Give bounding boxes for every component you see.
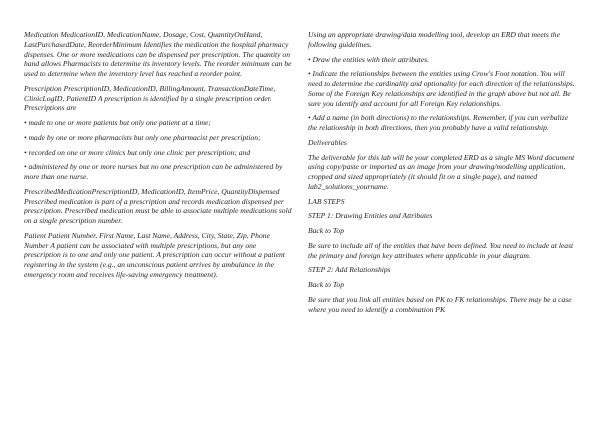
step1-heading: STEP 1: Drawing Entities and Attributes [308, 211, 433, 221]
guideline-relationships: • Indicate the relationships between the entities using Crow's Foot notation. You will need to determine the cardinality and optionality for each direction of the relationships. Some of the Foreign Key relationships are identified in the graph above but not all. Be sure you identify and account for all Foreign Key relationships. [308, 69, 575, 108]
step2-heading: STEP 2: Add Relationships [308, 265, 391, 275]
lab-steps-heading: LAB STEPS [308, 196, 345, 206]
left-column [24, 30, 292, 285]
prescribed-medication-paragraph: PrescribedMedicationPrescriptionID, MedicationID, ItemPrice, QuantityDispensed Prescribed medication is part of a prescription and records medication dispensed per prescription. Prescribed medication must be able to associate multiple medications sold on a single prescription number. [24, 186, 292, 225]
prescription-rule-clinic: • recorded on one or more clinics but only one clinic per prescription; and [24, 147, 251, 157]
back-to-top-link-1[interactable]: Back to Top [308, 226, 344, 235]
patient-paragraph: Patient Patient Number, First Name, Last Name, Address, City, State, Zip, Phone Number A patient can be associated with multiple prescriptions, but any one prescription is to one and only one patient. A prescription can occur without a patient registering in the system (e.g., an unconscious patient arrives by ambulance in the emergency room and receives life-saving emergency treatment). [24, 230, 285, 279]
medication-paragraph: Medication MedicationID, MedicationName, Dosage, Cost, QuantityOnHand, LastPurchasedDate, ReorderMinimum Identifies the medication the hospital pharmacy dispenses. One or more medications can be dispensed per prescription. The quantity on hand allows Pharmacists to determine its inventory levels. The reorder minimum can be used to determine when the inventory level has reached a reorder point. [24, 30, 292, 78]
step1-paragraph: Be sure to include all of the entities that have been defined. You need to include at least the primary and foreign key attributes where applicable in your diagram. [308, 240, 574, 260]
back-to-top-link-2[interactable]: Back to Top [308, 280, 344, 289]
prescription-rule-pharmacist: • made by one or more pharmacists but only one pharmacist per prescription; [24, 132, 261, 142]
guideline-names: • Add a name (in both directions) to the relationships. Remember, if you can verbalize the relationship in both directions, then you probably have a valid relationship. [308, 113, 569, 132]
right-column [308, 30, 576, 319]
prescription-rule-nurse: • administered by one or more nurses but no one prescription can be administered by more than one nurse. [24, 162, 283, 181]
step2-paragraph: Be sure that you link all entities based on PK to FK relationships. There may be a case where you need to identify a combination PK [308, 294, 572, 314]
intro-paragraph: Using an appropriate drawing/data modelling tool, develop an ERD that meets the following guidelines. [308, 30, 560, 49]
prescription-paragraph: Prescription PrescriptionID, MedicationID, BillingAmount, TransactionDateTime, ClinicLogID, PatientID A prescription is identified by a single prescription order. Prescriptions are [24, 83, 276, 113]
prescription-rule-patient: • made to one or more patients but only one patient at a time; [24, 118, 211, 127]
deliverables-heading: Deliverables [308, 137, 347, 147]
deliverables-paragraph: The deliverable for this lab will be your completed ERD as a single MS Word document using copy/paste or imported as an image from your drawing/modelling application, cropped and sized appropriately (it should fit on a single page), and named lab2_solutions_yourname. [308, 152, 575, 191]
guideline-entities: • Draw the entities with their attributes. [308, 54, 429, 64]
